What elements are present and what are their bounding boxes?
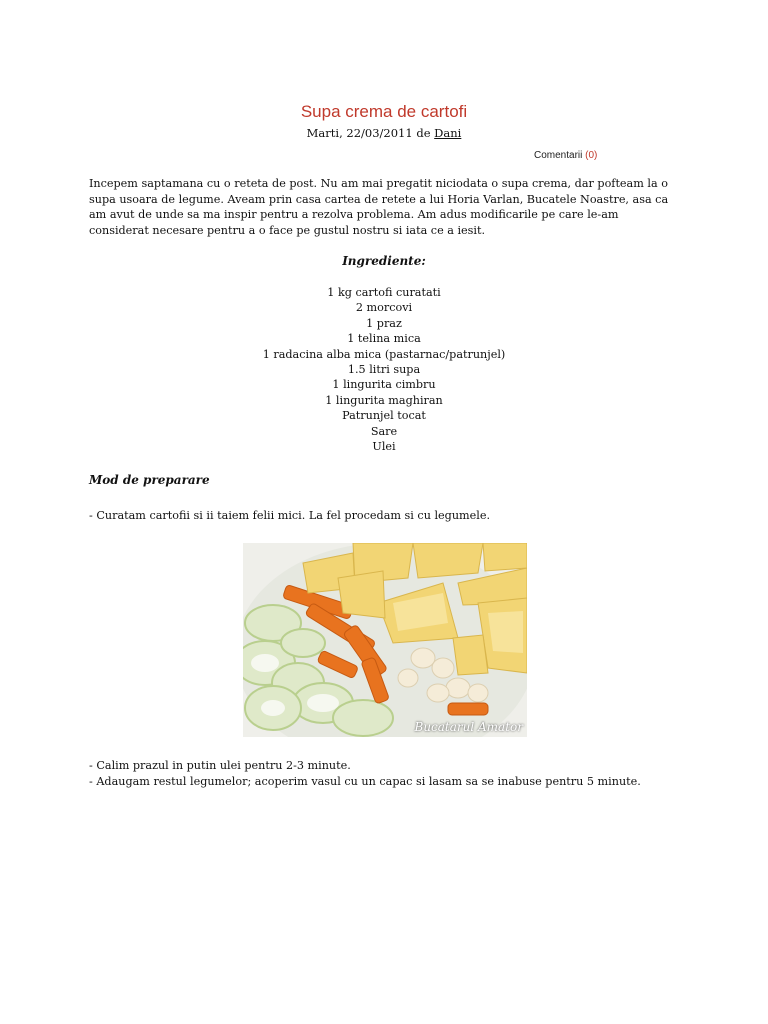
vegetables-photo-illustration bbox=[243, 543, 527, 737]
preparation-heading: Mod de preparare bbox=[89, 473, 210, 487]
ingredient-item: 1 lingurita cimbru bbox=[332, 378, 436, 392]
ingredient-item: Ulei bbox=[372, 440, 396, 454]
preparation-step: - Adaugam restul legumelor; acoperim vasul cu un capac si lasam sa se inabuse pentru 5 minute. bbox=[89, 775, 641, 788]
ingredient-item: 2 morcovi bbox=[355, 301, 413, 315]
ingredients-list bbox=[0, 285, 768, 454]
vegetables-photo bbox=[243, 543, 527, 737]
photo-watermark: Bucatarul Amator bbox=[414, 720, 523, 734]
comments-label: Comentarii bbox=[534, 150, 583, 161]
post-title: Supa crema de cartofi bbox=[300, 102, 468, 121]
ingredient-item: Sare bbox=[370, 424, 398, 438]
comments-count: (0) bbox=[585, 150, 598, 161]
post-date: Marti, 22/03/2011 de bbox=[306, 126, 431, 140]
post-meta bbox=[0, 126, 768, 140]
ingredient-item: 1 telina mica bbox=[347, 332, 421, 346]
ingredient-item: 1 kg cartofi curatati bbox=[327, 286, 441, 299]
ingredient-item: 1 radacina alba mica (pastarnac/patrunjel) bbox=[262, 347, 506, 361]
ingredient-item: Patrunjel tocat bbox=[342, 409, 426, 423]
intro-paragraph: Incepem saptamana cu o reteta de post. Nu am mai pregatit niciodata o supa crema, dar pofteam la o supa usoara de legume. Aveam prin casa cartea de retete a lui Horia Varlan, Bucatele Noastre, asa ca am avut de unde sa ma inspir pentru a rezolva problema. Am adus modificarile pe care le-am considerat necesare pentru a o face pe gustul nostru si iata ce a iesit. bbox=[89, 177, 669, 237]
ingredient-item: 1 lingurita maghiran bbox=[325, 393, 443, 407]
preparation-step: - Calim prazul in putin ulei pentru 2-3 minute. bbox=[89, 759, 351, 772]
ingredients-heading: Ingrediente: bbox=[342, 254, 426, 268]
preparation-step: - Curatam cartofii si ii taiem felii mici. La fel procedam si cu legumele. bbox=[89, 509, 491, 522]
comments-link[interactable] bbox=[534, 150, 597, 161]
ingredient-item: 1.5 litri supa bbox=[347, 363, 421, 377]
author-link[interactable]: Dani bbox=[434, 126, 462, 140]
ingredient-item: 1 praz bbox=[366, 316, 402, 330]
